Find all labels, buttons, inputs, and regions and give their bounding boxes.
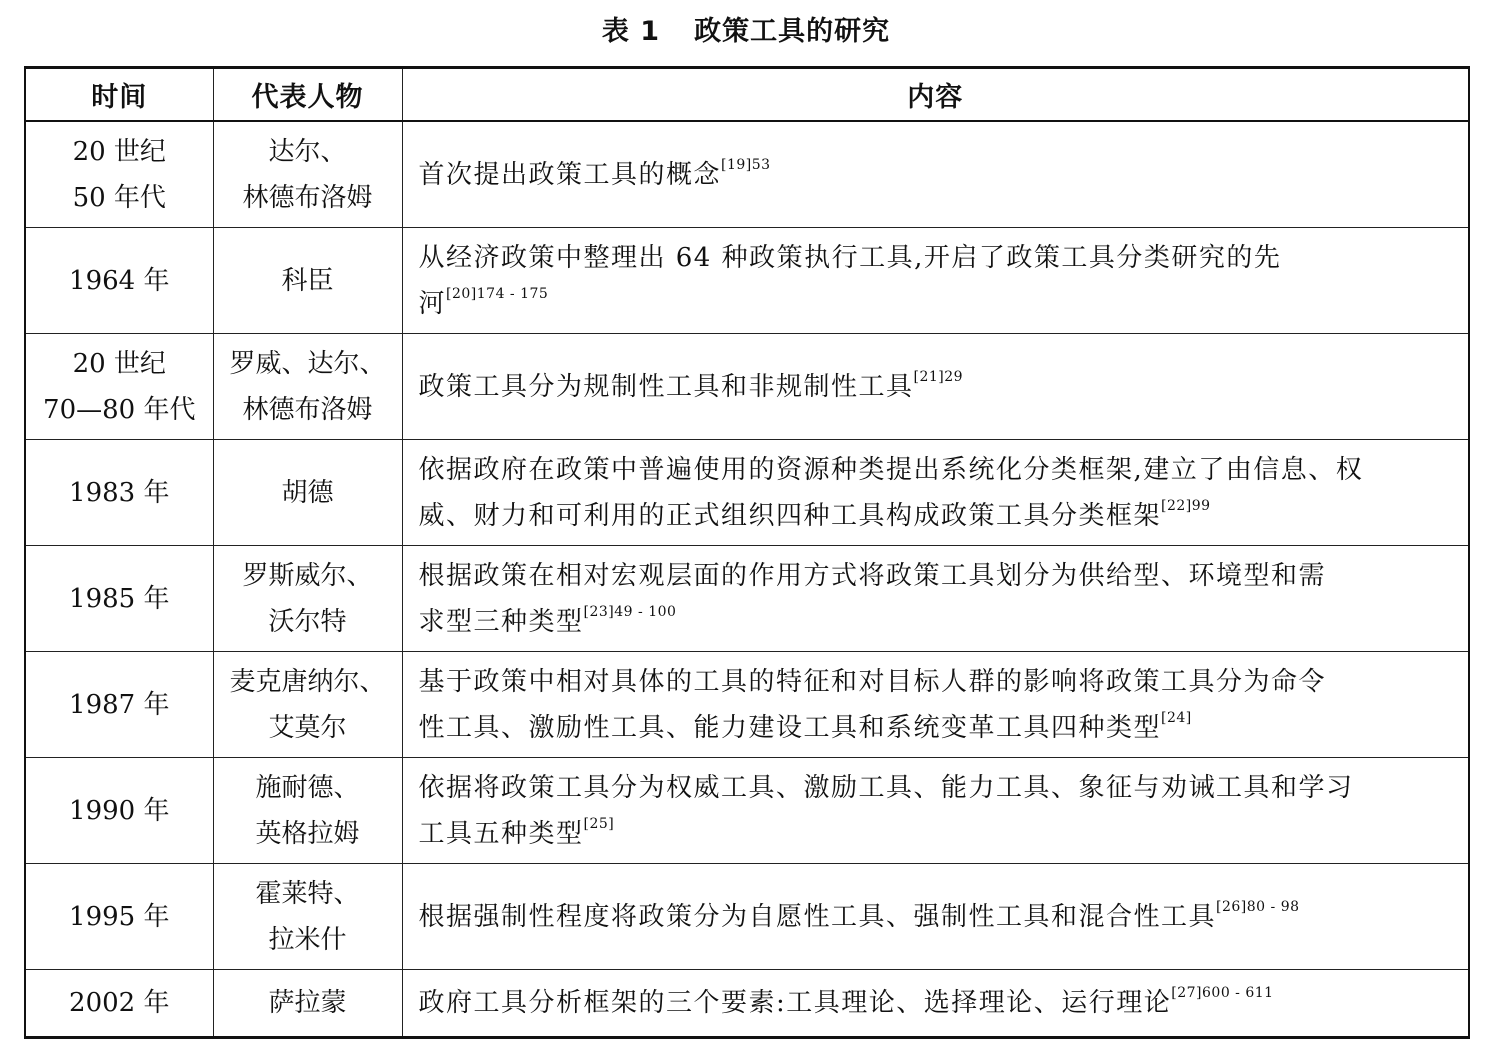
cell-content — [402, 864, 1469, 970]
cell-content — [402, 758, 1469, 864]
cell-time — [25, 546, 213, 652]
cell-content — [402, 121, 1469, 228]
cell-time — [25, 228, 213, 334]
table-row — [25, 440, 1469, 546]
table-row — [25, 652, 1469, 758]
content-text: 河 — [418, 288, 447, 319]
content-line — [419, 364, 1451, 410]
cell-time — [25, 864, 213, 970]
cell-person — [213, 970, 402, 1038]
citation-ref: [27]600 - 611 — [1171, 985, 1274, 1001]
cell-time — [25, 334, 213, 440]
cell-person — [213, 121, 402, 228]
citation-ref: [25] — [583, 815, 615, 832]
cell-person — [213, 440, 402, 546]
content-text: 根据政策在相对宏观层面的作用方式将政策工具划分为供给型、环境型和需 — [418, 560, 1327, 591]
table-row — [25, 121, 1469, 228]
citation-ref: [20]174 - 175 — [446, 285, 549, 302]
person-text: 艾莫尔 — [268, 712, 347, 743]
time-text: 1995 年 — [69, 901, 170, 932]
content-line — [419, 705, 1451, 751]
person-text: 科臣 — [281, 265, 334, 296]
time-text: 2002 年 — [69, 988, 170, 1018]
content-text: 求型三种类型 — [418, 606, 584, 637]
cell-content — [402, 546, 1469, 652]
time-text: 1983 年 — [69, 477, 170, 508]
header-row — [25, 68, 1469, 122]
person-text: 沃尔特 — [268, 606, 347, 637]
time-text: 1987 年 — [69, 689, 170, 720]
table-row — [25, 970, 1469, 1038]
content-line — [419, 235, 1451, 281]
content-line — [419, 493, 1451, 539]
person-text: 林德布洛姆 — [242, 182, 373, 213]
citation-ref: [19]53 — [721, 156, 771, 173]
content-line — [419, 447, 1451, 493]
cell-time — [25, 121, 213, 228]
person-text: 施耐德、 — [255, 772, 360, 803]
content-text: 首次提出政策工具的概念 — [418, 159, 722, 190]
citation-ref: [26]80 - 98 — [1216, 898, 1300, 915]
content-text: 威、财力和可利用的正式组织四种工具构成政策工具分类框架 — [418, 500, 1162, 531]
cell-time — [25, 758, 213, 864]
table-title: 政策工具的研究 — [694, 16, 891, 47]
time-text: 1990 年 — [69, 795, 170, 826]
time-text: 20 世纪 — [72, 348, 166, 379]
cell-content — [402, 228, 1469, 334]
person-text: 萨拉蒙 — [268, 988, 347, 1018]
content-line — [419, 281, 1451, 327]
person-text: 麦克唐纳尔、 — [229, 666, 386, 697]
content-line — [419, 894, 1451, 940]
time-text: 50 年代 — [72, 182, 166, 213]
citation-ref: [22]99 — [1161, 497, 1211, 514]
table-row — [25, 546, 1469, 652]
cell-content — [402, 440, 1469, 546]
cell-time — [25, 970, 213, 1038]
cell-time — [25, 440, 213, 546]
table-row — [25, 758, 1469, 864]
content-line — [419, 980, 1451, 1026]
table-caption — [0, 10, 1492, 54]
header-content: 内容 — [402, 68, 1469, 122]
person-text: 罗斯威尔、 — [242, 560, 373, 591]
cell-person — [213, 864, 402, 970]
content-text: 性工具、激励性工具、能力建设工具和系统变革工具四种类型 — [418, 712, 1162, 743]
content-line — [419, 659, 1451, 705]
person-text: 霍莱特、 — [255, 878, 360, 909]
content-text: 从经济政策中整理出 64 种政策执行工具,开启了政策工具分类研究的先 — [418, 242, 1282, 273]
person-text: 拉米什 — [268, 924, 347, 955]
table-row — [25, 228, 1469, 334]
person-text: 英格拉姆 — [255, 818, 360, 849]
content-text: 基于政策中相对具体的工具的特征和对目标人群的影响将政策工具分为命令 — [418, 666, 1327, 697]
cell-person — [213, 652, 402, 758]
content-text: 依据将政策工具分为权威工具、激励工具、能力工具、象征与劝诫工具和学习 — [418, 772, 1354, 803]
time-text: 70—80 年代 — [43, 394, 196, 425]
cell-content — [402, 334, 1469, 440]
cell-person — [213, 758, 402, 864]
policy-tools-table — [24, 66, 1470, 1039]
header-time: 时间 — [25, 68, 213, 122]
cell-person — [213, 228, 402, 334]
cell-content — [402, 652, 1469, 758]
content-line — [419, 152, 1451, 198]
cell-person — [213, 546, 402, 652]
person-text: 罗威、达尔、 — [229, 348, 386, 379]
content-text: 根据强制性程度将政策分为自愿性工具、强制性工具和混合性工具 — [418, 901, 1217, 932]
content-line — [419, 765, 1451, 811]
time-text: 1985 年 — [69, 583, 170, 614]
person-text: 达尔、 — [268, 136, 347, 167]
content-line — [419, 811, 1451, 857]
cell-person — [213, 334, 402, 440]
table-number: 表 1 — [601, 16, 661, 47]
content-text: 工具五种类型 — [418, 818, 584, 849]
person-text: 林德布洛姆 — [242, 394, 373, 425]
citation-ref: [23]49 - 100 — [583, 603, 677, 620]
cell-content — [402, 970, 1469, 1038]
person-text: 胡德 — [281, 477, 334, 508]
content-text: 政策工具分为规制性工具和非规制性工具 — [418, 371, 914, 402]
content-text: 政府工具分析框架的三个要素:工具理论、选择理论、运行理论 — [418, 988, 1172, 1018]
header-person: 代表人物 — [213, 68, 402, 122]
table-row — [25, 864, 1469, 970]
content-line — [419, 553, 1451, 599]
content-line — [419, 599, 1451, 645]
citation-ref: [21]29 — [913, 368, 964, 385]
content-text: 依据政府在政策中普遍使用的资源种类提出系统化分类框架,建立了由信息、权 — [418, 454, 1364, 485]
time-text: 1964 年 — [69, 265, 170, 296]
cell-time — [25, 652, 213, 758]
citation-ref: [24] — [1161, 709, 1192, 726]
table-row — [25, 334, 1469, 440]
time-text: 20 世纪 — [72, 136, 166, 167]
